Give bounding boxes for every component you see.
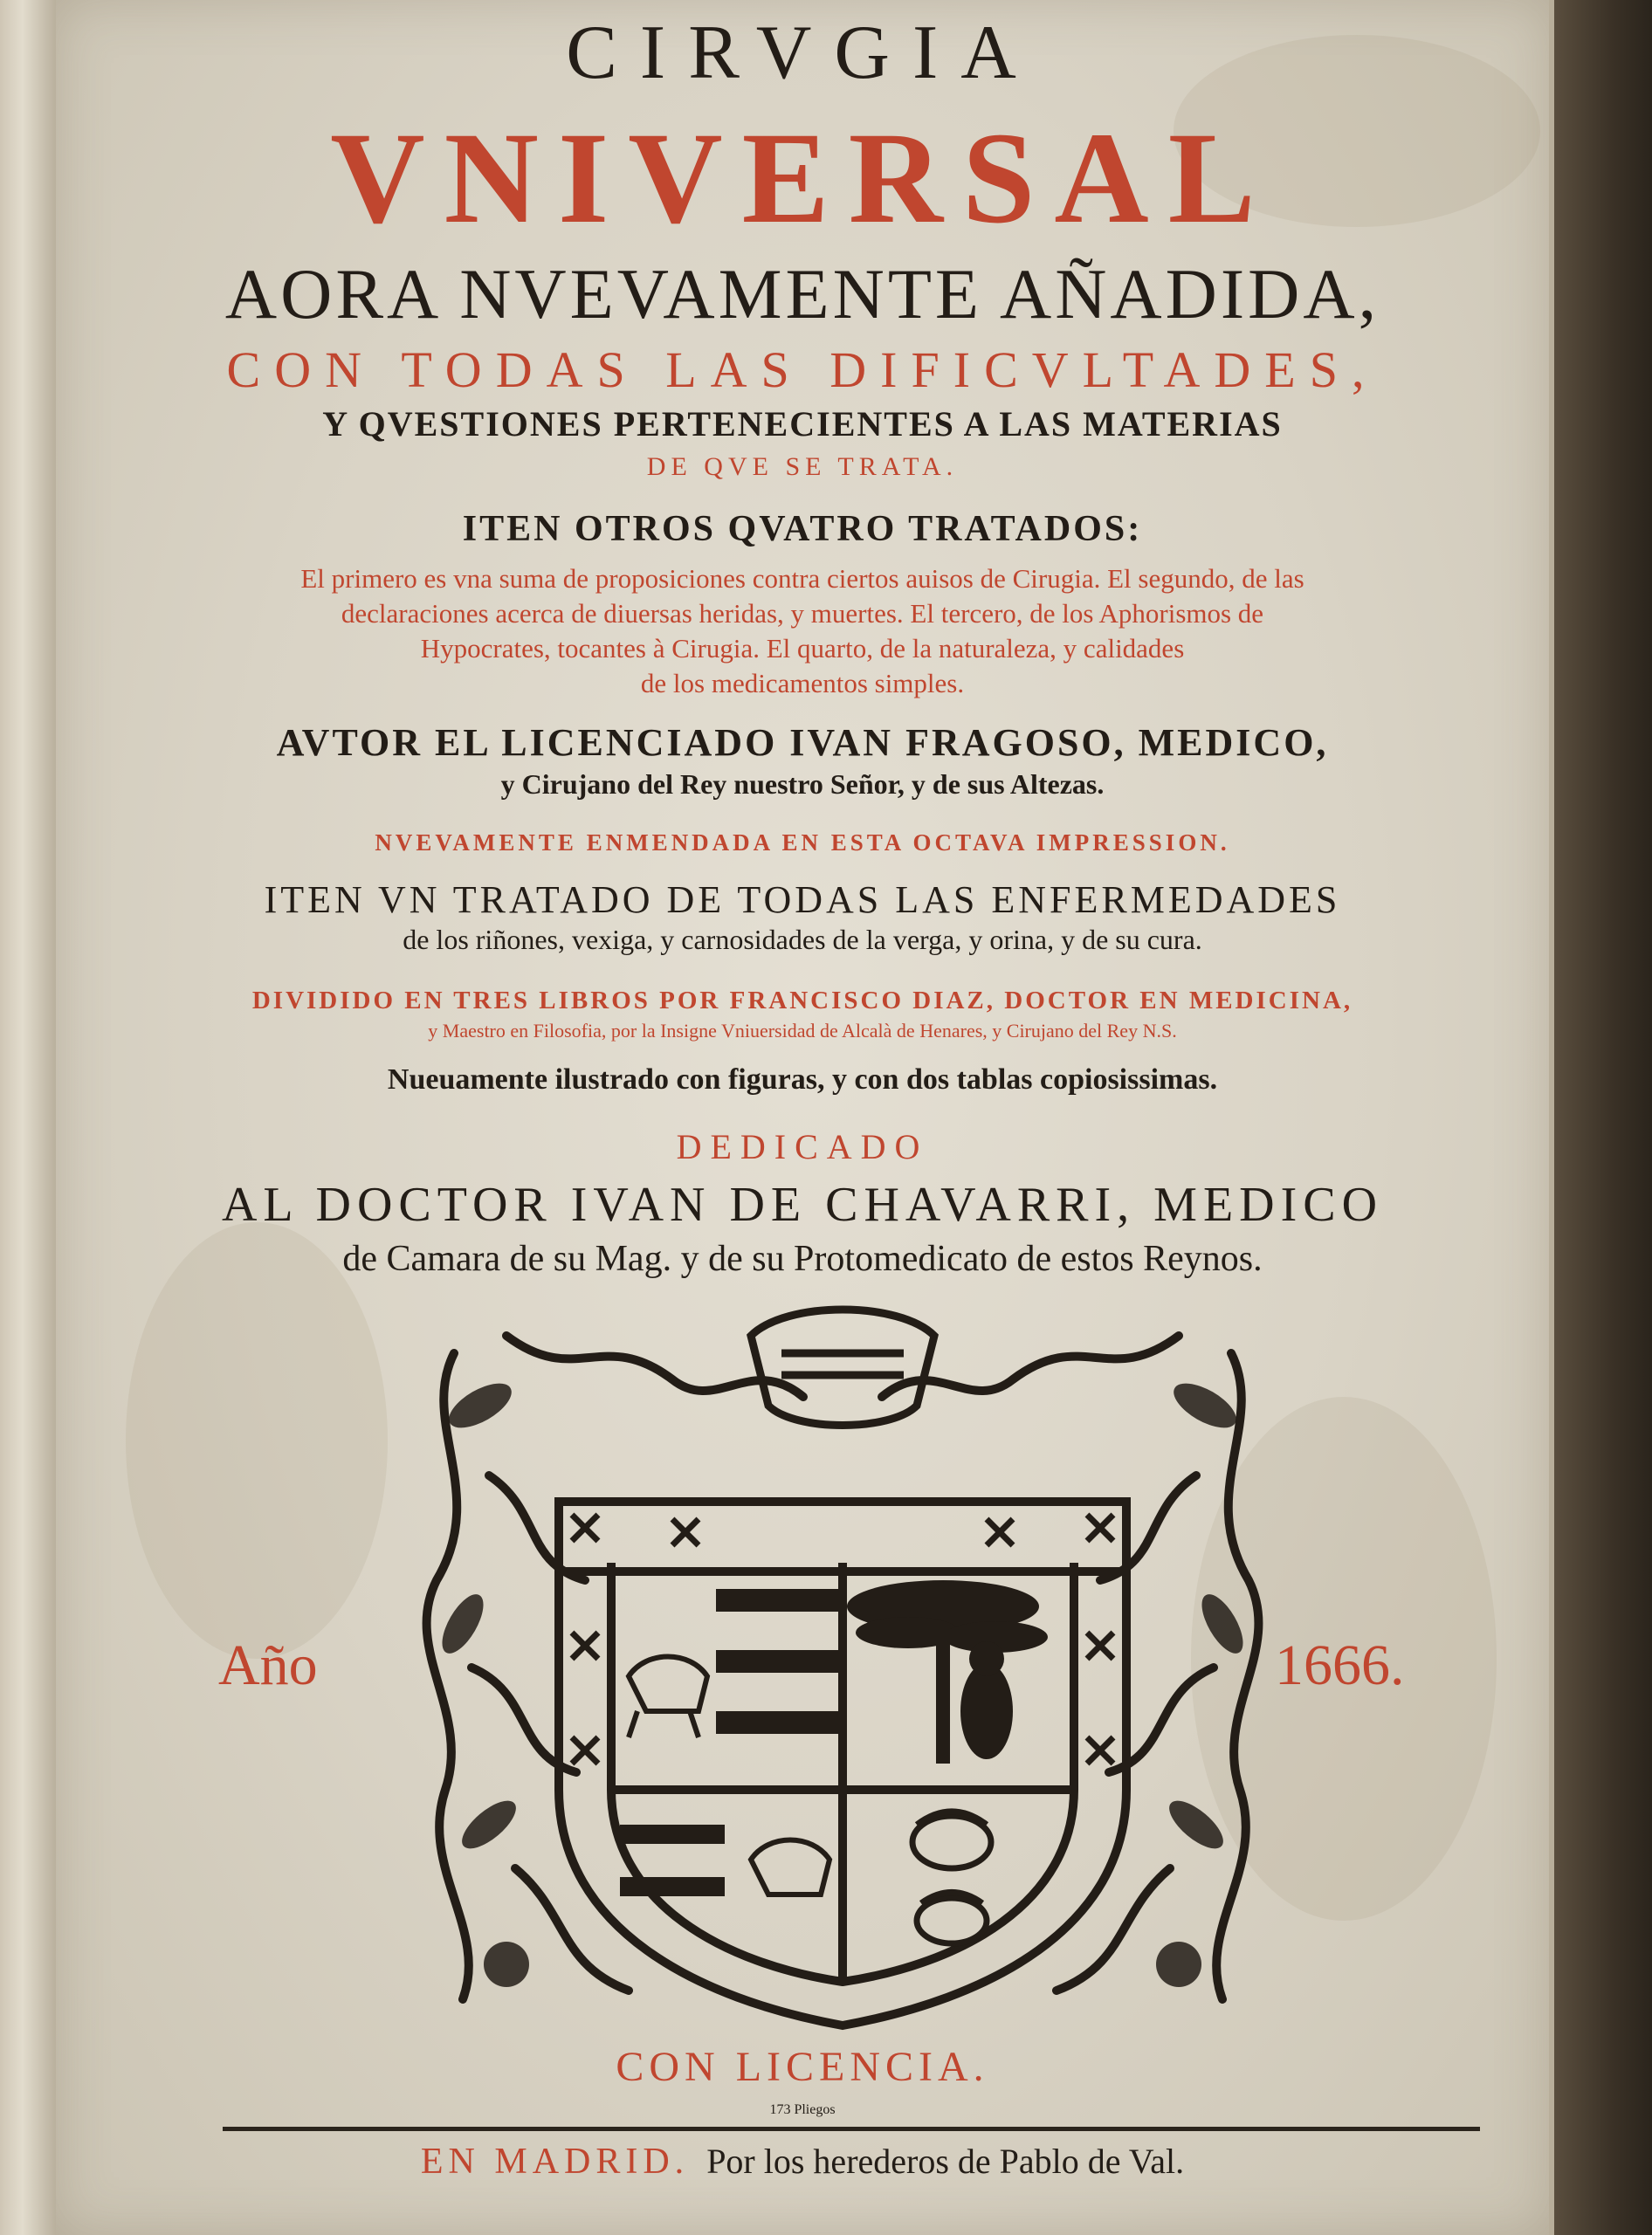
title-line-questiones: Y QVESTIONES PERTENECIENTES A LAS MATERIAS bbox=[322, 404, 1283, 444]
treatises-line-3: Hypocrates, tocantes à Cirugia. El quarto, de la naturaleza, y calidades bbox=[420, 633, 1185, 664]
title-line-aora: AORA NVEVAMENTE AÑADIDA, bbox=[224, 254, 1380, 334]
author-line-2: y Cirujano del Rey nuestro Señor, y de sus Altezas. bbox=[500, 768, 1105, 800]
treatises-heading: ITEN OTROS QVATRO TRATADOS: bbox=[462, 509, 1143, 549]
imprint-printer: Por los herederos de Pablo de Val. bbox=[706, 2142, 1185, 2181]
treatises-line-2: declaraciones acerca de diuersas heridas, y muertes. El tercero, de los Aphorismos de bbox=[341, 598, 1264, 629]
imprint-city: EN MADRID. bbox=[420, 2142, 690, 2182]
license-line: CON LICENCIA. bbox=[616, 2044, 989, 2090]
edition-line-2: ITEN VN TRATADO DE TODAS LAS ENFERMEDADES bbox=[264, 878, 1341, 921]
dedication-line-1: DEDICADO bbox=[676, 1127, 929, 1166]
treatises-line-4: de los medicamentos simples. bbox=[640, 668, 965, 698]
title-line-dificultades: CON TODAS LAS DIFICVLTADES, bbox=[226, 341, 1379, 398]
author-line-1: AVTOR EL LICENCIADO IVAN FRAGOSO, MEDICO, bbox=[276, 721, 1329, 764]
edition-line-3: de los riñones, vexiga, y carnosidades de la verga, y orina, y de su cura. bbox=[403, 924, 1202, 955]
title-line-de-que-se-trata: DE QVE SE TRATA. bbox=[646, 452, 959, 481]
imprint-line bbox=[56, 2141, 1549, 2183]
coat-of-arms-woodcut bbox=[384, 1301, 1301, 2052]
dedication-line-2: AL DOCTOR IVAN DE CHAVARRI, MEDICO bbox=[221, 1178, 1384, 1232]
book-binding-edge bbox=[0, 0, 58, 2235]
page-shadow-edge bbox=[1554, 0, 1652, 2235]
title-line-universal: VNIVERSAL bbox=[330, 106, 1275, 251]
year-value: 1666. bbox=[1275, 1633, 1405, 1697]
edition-line-1: NVEVAMENTE ENMENDADA EN ESTA OCTAVA IMPRESSION. bbox=[375, 829, 1230, 856]
divided-line-2: y Maestro en Filosofia, por la Insigne Vniuersidad de Alcalà de Henares, y Cirujano del Rey N.S. bbox=[428, 1020, 1177, 1042]
year-label: Año bbox=[218, 1633, 318, 1697]
divided-line-3: Nueuamente ilustrado con figuras, y con dos tablas copiosissimas. bbox=[387, 1063, 1218, 1096]
dedication-line-3: de Camara de su Mag. y de su Protomedicato de estos Reynos. bbox=[342, 1239, 1263, 1279]
title-line-cirugia: CIRVGIA bbox=[566, 10, 1039, 95]
treatises-line-1: El primero es vna suma de proposiciones contra ciertos auisos de Cirugia. El segundo, de las bbox=[300, 563, 1304, 594]
license-small-note: 173 Pliegos bbox=[769, 2102, 836, 2117]
divided-line-1: DIVIDIDO EN TRES LIBROS POR FRANCISCO DIAZ, DOCTOR EN MEDICINA, bbox=[251, 987, 1353, 1014]
imprint-rule bbox=[223, 2127, 1480, 2131]
